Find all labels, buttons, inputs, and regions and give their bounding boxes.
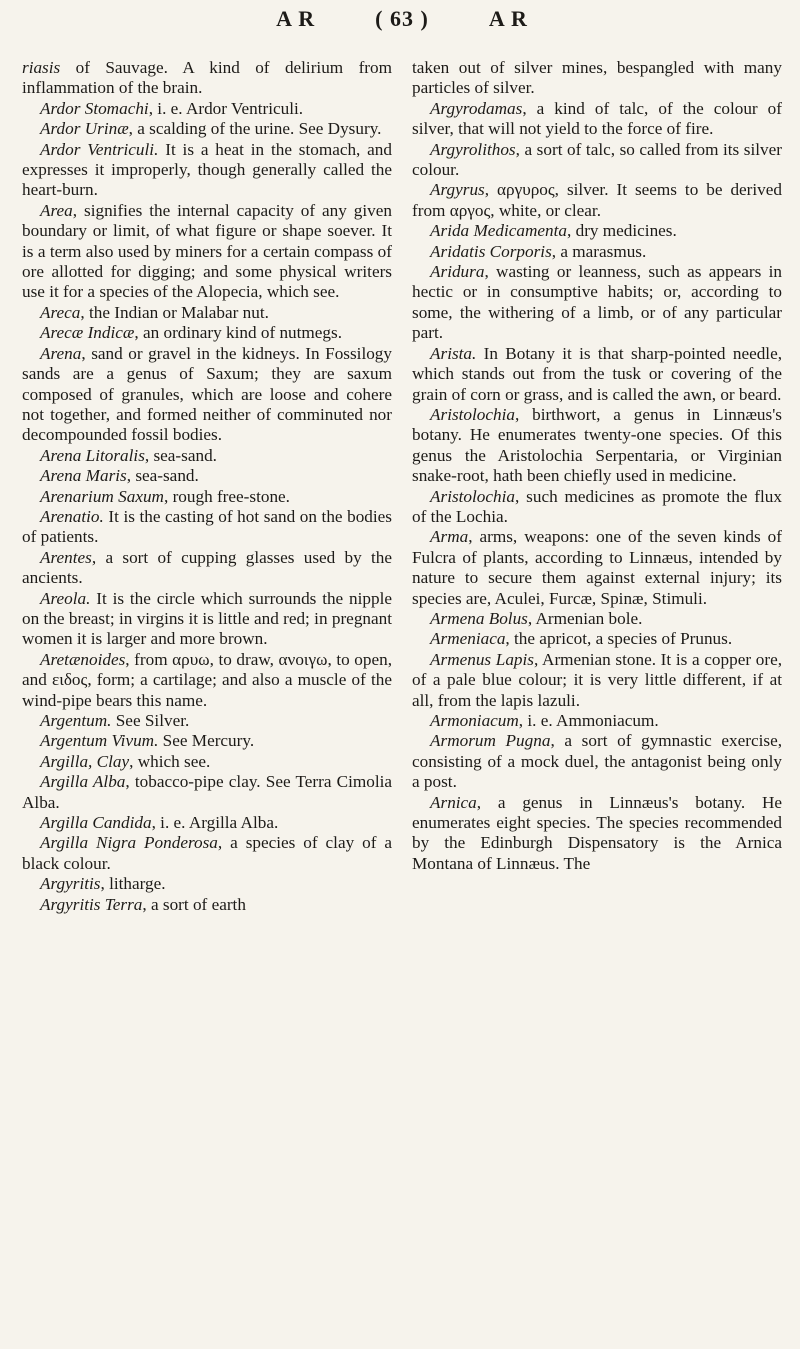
entry-definition: , a marasmus. <box>551 241 647 261</box>
page-header <box>22 6 782 58</box>
dictionary-entry <box>22 833 392 874</box>
entry-headword: Armorum Pugna <box>430 731 551 751</box>
entry-headword: Areola. <box>40 588 91 608</box>
entry-headword: Armeniaca <box>430 629 506 649</box>
dictionary-entry <box>412 242 782 262</box>
entry-headword: Aristolochia <box>430 404 515 424</box>
entry-definition: , a scalding of the urine. See Dysury. <box>128 119 382 139</box>
entry-definition: , Armenian bole. <box>527 608 643 628</box>
dictionary-entry <box>22 344 392 446</box>
entry-definition: It is the casting of hot sand on the bodies of patients. <box>22 506 392 547</box>
entry-definition: , birthwort, a genus in Linnæus's botany. He enumerates twenty-one species. Of this genus the Aristolochia Serpentaria, or Virginian snake-root, hath been chiefly used in medicine. <box>412 404 782 486</box>
entry-headword: Arida Medicamenta <box>430 221 567 241</box>
entry-headword: Arista. <box>430 343 477 363</box>
entry-headword: Argyritis <box>40 874 101 894</box>
entry-headword: Ardor Ventriculi. <box>40 139 159 159</box>
dictionary-entry <box>412 487 782 528</box>
dictionary-entry <box>22 589 392 650</box>
entry-definition: , i. e. Ardor Ventriculi. <box>148 98 304 118</box>
entry-headword: Area <box>40 200 73 220</box>
entry-definition: It is the circle which surrounds the nipple on the breast; in virgins it is little and red; in pregnant women it is larger and more brown. <box>22 588 392 649</box>
entry-headword: Arenarium Saxum <box>40 486 164 506</box>
entry-headword: Armena Bolus <box>430 608 528 628</box>
entry-definition: , sea-sand. <box>144 445 217 465</box>
entry-headword: Argilla Candida <box>40 813 152 833</box>
dictionary-entry <box>22 58 392 99</box>
entry-definition: , sand or gravel in the kidneys. In Fossilogy sands are a genus of Saxum; they are saxum composed of granules, which are loose and cohere not together, and formed neither of comminuted nor decompounded fossil bodies. <box>22 343 392 445</box>
dictionary-entry <box>22 487 392 507</box>
entry-headword: Argyritis Terra <box>40 894 143 914</box>
entry-headword: Argyrodamas <box>430 98 523 118</box>
dictionary-entry <box>412 180 782 221</box>
dictionary-entry <box>22 874 392 894</box>
entry-headword: Arnica <box>430 792 477 812</box>
entry-definition: See Mercury. <box>158 731 255 751</box>
entry-headword: Armenus Lapis <box>430 649 534 669</box>
dictionary-entry <box>22 140 392 201</box>
dictionary-entry <box>412 344 782 405</box>
entry-definition: , arms, weapons: one of the seven kinds of Fulcra of plants, according to Linnæus, intended by nature to secure them against external injury; its species are, Aculei, Furcæ, Spinæ, Stimuli. <box>412 527 782 608</box>
entry-definition: , a kind of talc, of the colour of silver, that will not yield to the force of fire. <box>412 98 782 139</box>
dictionary-entry <box>22 895 392 915</box>
entry-headword: Aridatis Corporis <box>430 241 552 261</box>
dictionary-entry <box>412 405 782 487</box>
dictionary-entry <box>22 507 392 548</box>
dictionary-entry <box>22 201 392 303</box>
dictionary-entry <box>412 629 782 649</box>
dictionary-entry <box>22 303 392 323</box>
entry-definition: , wasting or leanness, such as appears in hectic or in consumptive habits; or, according to some, the withering of a limb, or of any particular part. <box>412 262 782 343</box>
dictionary-entry <box>22 752 392 772</box>
page-number: ( 63 ) <box>375 6 429 31</box>
dictionary-entry <box>22 548 392 589</box>
header-right: A R <box>488 6 528 31</box>
entry-definition: , a sort of gymnastic exercise, consisting of a mock duel, the antagonist being only a post. <box>412 731 783 792</box>
entry-definition: , an ordinary kind of nutmegs. <box>134 323 343 343</box>
dictionary-entry <box>412 609 782 629</box>
entry-definition: , a sort of talc, so called from its silver colour. <box>412 139 782 180</box>
entry-headword: Armoniacum <box>430 711 519 730</box>
entry-definition: , sea-sand. <box>126 466 199 486</box>
entry-definition: , i. e. Ammoniacum. <box>518 711 659 730</box>
entry-definition: , a sort of earth <box>142 894 246 914</box>
entry-headword: Ardor Stomachi <box>40 98 149 118</box>
entry-definition: , tobacco-pipe clay. See Terra Cimolia Alba. <box>22 772 392 812</box>
entry-headword: Argilla Nigra Ponderosa <box>40 833 218 853</box>
dictionary-entry <box>412 527 782 609</box>
left-column <box>22 58 392 915</box>
entry-definition: , which see. <box>129 751 211 771</box>
dictionary-entry <box>22 650 392 711</box>
dictionary-entry <box>412 140 782 181</box>
dictionary-entry <box>22 99 392 119</box>
dictionary-entry <box>22 446 392 466</box>
entry-headword: Arena Litoralis <box>40 445 145 465</box>
entry-definition: of Sauvage. A kind of delirium from inflammation of the brain. <box>22 58 392 98</box>
dictionary-entry <box>22 772 392 813</box>
entry-definition: , αργυρος, silver. It seems to be derived from αργος, white, or clear. <box>412 180 782 220</box>
entry-definition: In Botany it is that sharp-pointed needle, which stands out from the tusk or covering of the grain of corn or grass, and is called the awn, or beard. <box>412 343 782 404</box>
dictionary-entry <box>22 813 392 833</box>
entry-definition: , a sort of cupping glasses used by the ancients. <box>22 547 392 588</box>
entry-definition: , i. e. Argilla Alba. <box>151 813 279 833</box>
entry-headword: Arecæ Indicæ <box>40 323 135 343</box>
entry-headword: Aristolochia <box>430 486 515 506</box>
entry-headword: Argentum. <box>40 711 112 730</box>
entry-headword: Argentum Vivum. <box>40 731 159 751</box>
entry-definition: , the Indian or Malabar nut. <box>80 302 269 322</box>
dictionary-entry <box>22 323 392 343</box>
dictionary-entry <box>22 711 392 731</box>
dictionary-entry <box>22 466 392 486</box>
entry-headword: Ardor Urinæ <box>40 119 129 139</box>
entry-headword: Areca <box>40 302 81 322</box>
dictionary-entry <box>412 99 782 140</box>
entry-headword: Argyrolithos <box>430 139 516 159</box>
entry-headword: Argilla Alba <box>40 772 126 792</box>
dictionary-entry <box>22 119 392 139</box>
entry-definition: , the apricot, a species of Prunus. <box>505 629 733 649</box>
entry-definition: taken out of silver mines, bespangled with many particles of silver. <box>412 58 782 98</box>
dictionary-entry <box>412 650 782 711</box>
entry-definition: , from αρυω, to draw, ανοιγω, to open, and ειδος, form; a cartilage; and also a muscle of the wind-pipe bears this name. <box>22 649 392 710</box>
dictionary-entry <box>22 731 392 751</box>
entry-headword: Arena <box>40 343 82 363</box>
entry-definition: , such medicines as promote the flux of the Lochia. <box>412 486 782 526</box>
entry-headword: Arenatio. <box>40 506 104 526</box>
entry-definition: , signifies the internal capacity of any given boundary or limit, of what figure or shape soever. It is a term also used by miners for a certain compass of ore allotted for digging; and some physical writers use it for a species of the Alopecia, which see. <box>22 200 392 302</box>
entry-headword: Argyrus <box>430 180 485 200</box>
dictionary-entry <box>412 221 782 241</box>
entry-headword: Aretænoides <box>40 649 126 669</box>
entry-definition: , a species of clay of a black colour. <box>22 833 393 873</box>
dictionary-entry <box>412 262 782 344</box>
entry-headword: Argilla, Clay <box>40 751 130 771</box>
entry-definition: , a genus in Linnæus's botany. He enumerates eight species. The species recommended by the Edinburgh Dispensatory is the Arnica Montana of Linnæus. The <box>412 792 782 873</box>
entry-headword: Aridura <box>430 262 485 282</box>
entry-headword: Arena Maris <box>40 466 127 486</box>
entry-definition: , rough free-stone. <box>163 486 290 506</box>
entry-definition: , dry medicines. <box>567 221 677 241</box>
dictionary-entry <box>412 58 782 99</box>
entry-definition: , Armenian stone. It is a copper ore, of a pale blue colour; it is very little different, if at all, from the lapis lazuli. <box>412 649 782 710</box>
entry-headword: riasis <box>22 58 61 77</box>
entry-definition: , litharge. <box>100 874 166 894</box>
entry-headword: Arma <box>430 527 469 547</box>
dictionary-entry <box>412 793 782 875</box>
right-column <box>412 58 782 915</box>
two-columns <box>22 58 782 915</box>
entry-definition: See Silver. <box>111 711 190 730</box>
dictionary-entry <box>412 731 782 792</box>
entry-definition: It is a heat in the stomach, and expresses it improperly, though generally called the heart-burn. <box>22 139 392 200</box>
dictionary-entry <box>412 711 782 731</box>
header-left: A R <box>276 6 316 31</box>
entry-headword: Arentes <box>40 547 92 567</box>
